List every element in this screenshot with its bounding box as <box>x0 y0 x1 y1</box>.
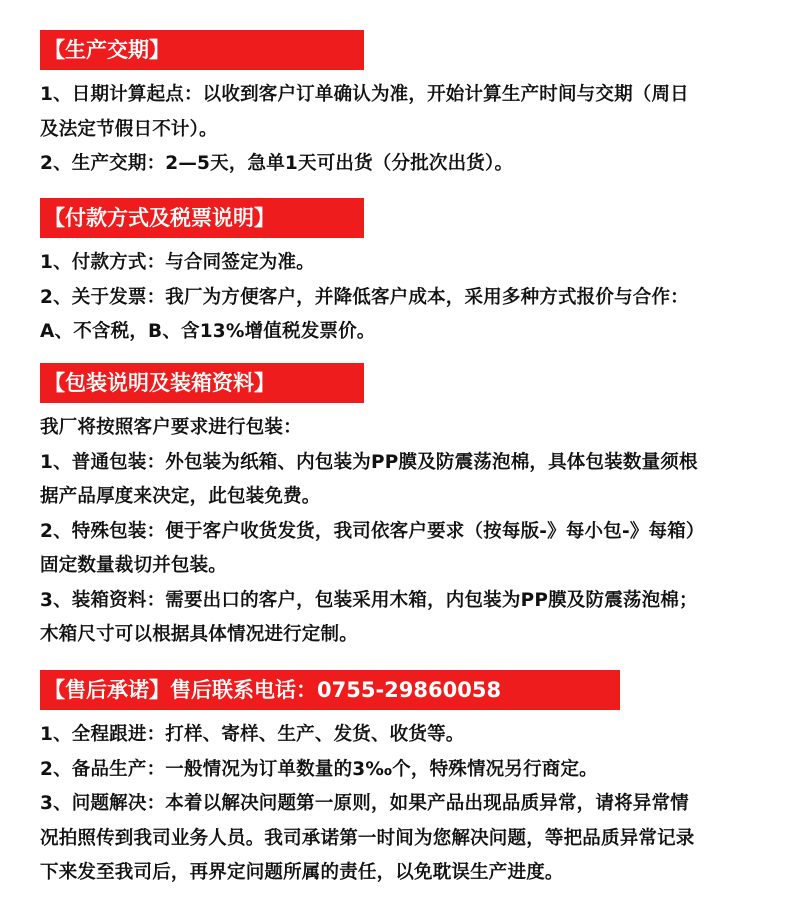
body-line: 据产品厚度来决定，此包装免费。 <box>40 486 321 507</box>
body-line: 2、生产交期：2—5天，急单1天可出货（分批次出货）。 <box>40 153 514 174</box>
section-payment-and-invoice <box>40 198 770 350</box>
body-line: 2、特殊包装：便于客户收货发货，我司依客户要求（按每版-》每小包-》每箱） <box>40 520 705 542</box>
body-line: A、不含税，B、含13%增值税发票价。 <box>40 321 376 342</box>
body-line: 1、日期计算起点：以收到客户订单确认为准，开始计算生产时间与交期（周日 <box>40 84 689 105</box>
body-line: 1、普通包装：外包装为纸箱、内包装为PP膜及防震荡泡棉，具体包装数量须根 <box>40 451 698 473</box>
section-body <box>40 78 770 182</box>
body-line: 1、付款方式：与合同签定为准。 <box>40 252 315 273</box>
section-packaging-info <box>40 363 770 653</box>
body-line: 固定数量裁切并包装。 <box>40 555 228 576</box>
section-body <box>40 411 770 653</box>
body-line: 及法定节假日不计）。 <box>40 118 218 140</box>
section-body <box>40 718 770 891</box>
body-line: 1、全程跟进：打样、寄样、生产、发货、收货等。 <box>40 724 465 745</box>
body-line: 2、备品生产：一般情况为订单数量的3‰个，特殊情况另行商定。 <box>40 758 598 780</box>
section-after-sales <box>40 670 770 891</box>
section-production-lead-time <box>40 30 770 182</box>
section-header: 【包装说明及装箱资料】 <box>40 363 364 403</box>
body-line: 3、装箱资料：需要出口的客户，包装采用木箱，内包装为PP膜及防震荡泡棉； <box>40 589 698 611</box>
body-line: 木箱尺寸可以根据具体情况进行定制。 <box>40 624 358 645</box>
section-body <box>40 246 770 350</box>
body-line: 我厂将按照客户要求进行包装： <box>40 417 302 438</box>
section-header: 【售后承诺】售后联系电话：0755-29860058 <box>40 670 620 710</box>
section-header: 【付款方式及税票说明】 <box>40 198 364 238</box>
body-line: 2、关于发票：我厂为方便客户，并降低客户成本，采用多种方式报价与合作： <box>40 286 689 308</box>
body-line: 3、问题解决：本着以解决问题第一原则，如果产品出现品质异常，请将异常情 <box>40 793 689 814</box>
section-header: 【生产交期】 <box>40 30 364 70</box>
body-line: 下来发至我司后，再界定问题所属的责任，以免耽误生产进度。 <box>40 862 564 883</box>
body-line: 况拍照传到我司业务人员。我司承诺第一时间为您解决问题，等把品质异常记录 <box>40 827 695 849</box>
